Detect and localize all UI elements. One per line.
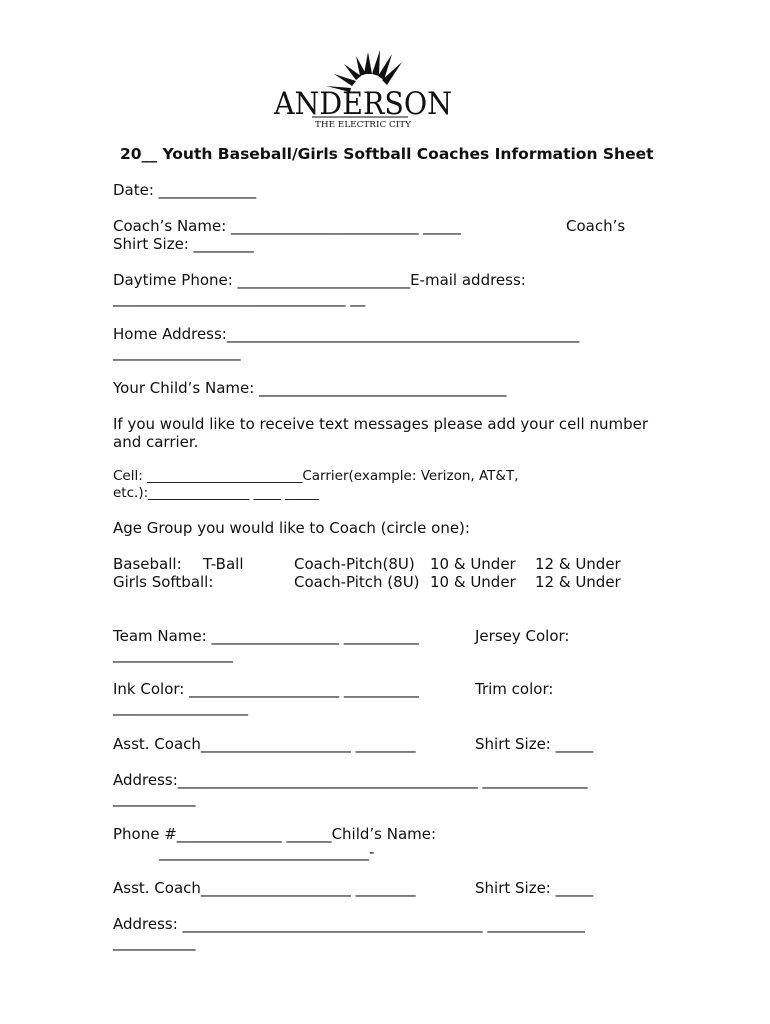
page-title: 20__ Youth Baseball/Girls Softball Coaches Information Sheet [120, 145, 654, 163]
baseball-12u-option: 12 & Under [535, 555, 621, 573]
asst-coach-2-address-field: Address: ________________________________________ _____________ [113, 915, 585, 933]
baseball-10u-option: 10 & Under [430, 555, 516, 573]
age-group-heading: Age Group you would like to Coach (circle one): [113, 519, 470, 537]
text-message-note-cont: and carrier. [113, 433, 199, 451]
softball-coach-pitch-option: Coach-Pitch (8U) [294, 573, 420, 591]
jersey-color-label: Jersey Color: [475, 627, 570, 645]
softball-10u-option: 10 & Under [430, 573, 516, 591]
ink-color-field: Ink Color: ____________________ __________ [113, 680, 419, 698]
jersey-color-field: ________________ [113, 645, 233, 663]
anderson-logo [268, 44, 458, 130]
date-field: Date: _____________ [113, 181, 257, 199]
home-address-cont: _________________ [113, 343, 241, 361]
baseball-label: Baseball: [113, 555, 182, 573]
email-field: _______________________________ __ [113, 289, 366, 307]
asst-coach-1-shirt-field: Shirt Size: _____ [475, 735, 594, 753]
coach-shirt-label: Coach’s [566, 217, 626, 235]
softball-12u-option: 12 & Under [535, 573, 621, 591]
baseball-tball-option: T-Ball [203, 555, 244, 573]
asst-coach-2-address-cont: ___________ [113, 933, 196, 951]
text-message-note: If you would like to receive text messages please add your cell number [113, 415, 649, 433]
home-address-field: Home Address:_______________________________________________ [113, 325, 580, 343]
trim-color-field: __________________ [113, 698, 248, 716]
asst-coach-1-address-field: Address:________________________________________ ______________ [113, 771, 588, 789]
asst-coach-1-address-cont: ___________ [113, 789, 196, 807]
trim-color-label: Trim color: [475, 680, 554, 698]
softball-label: Girls Softball: [113, 573, 214, 591]
child-name-field: Your Child’s Name: _________________________________ [113, 379, 507, 397]
team-name-field: Team Name: _________________ __________ [113, 627, 419, 645]
cell-carrier-cont: etc.):_______________ ____ _____ [113, 485, 319, 501]
coach-name-field: Coach’s Name: _________________________ _____ [113, 217, 461, 235]
asst-coach-2-shirt-field: Shirt Size: _____ [475, 879, 594, 897]
logo-tagline: THE ELECTRIC CITY [315, 120, 412, 130]
coach-shirt-size-field: Shirt Size: ________ [113, 235, 254, 253]
asst-coach-1-field: Asst. Coach____________________ ________ [113, 735, 416, 753]
logo-name: ANDERSON [273, 86, 452, 122]
baseball-coach-pitch-option: Coach-Pitch(8U) [294, 555, 415, 573]
asst-coach-1-phone-field: Phone #______________ ______Child’s Name: [113, 825, 437, 843]
daytime-phone-field: Daytime Phone: _______________________E-mail address: [113, 271, 526, 289]
asst-coach-1-child-name-field: ____________________________- [159, 843, 375, 861]
cell-carrier-field: Cell: _______________________Carrier(example: Verizon, AT&T, [113, 468, 519, 484]
asst-coach-2-field: Asst. Coach____________________ ________ [113, 879, 416, 897]
